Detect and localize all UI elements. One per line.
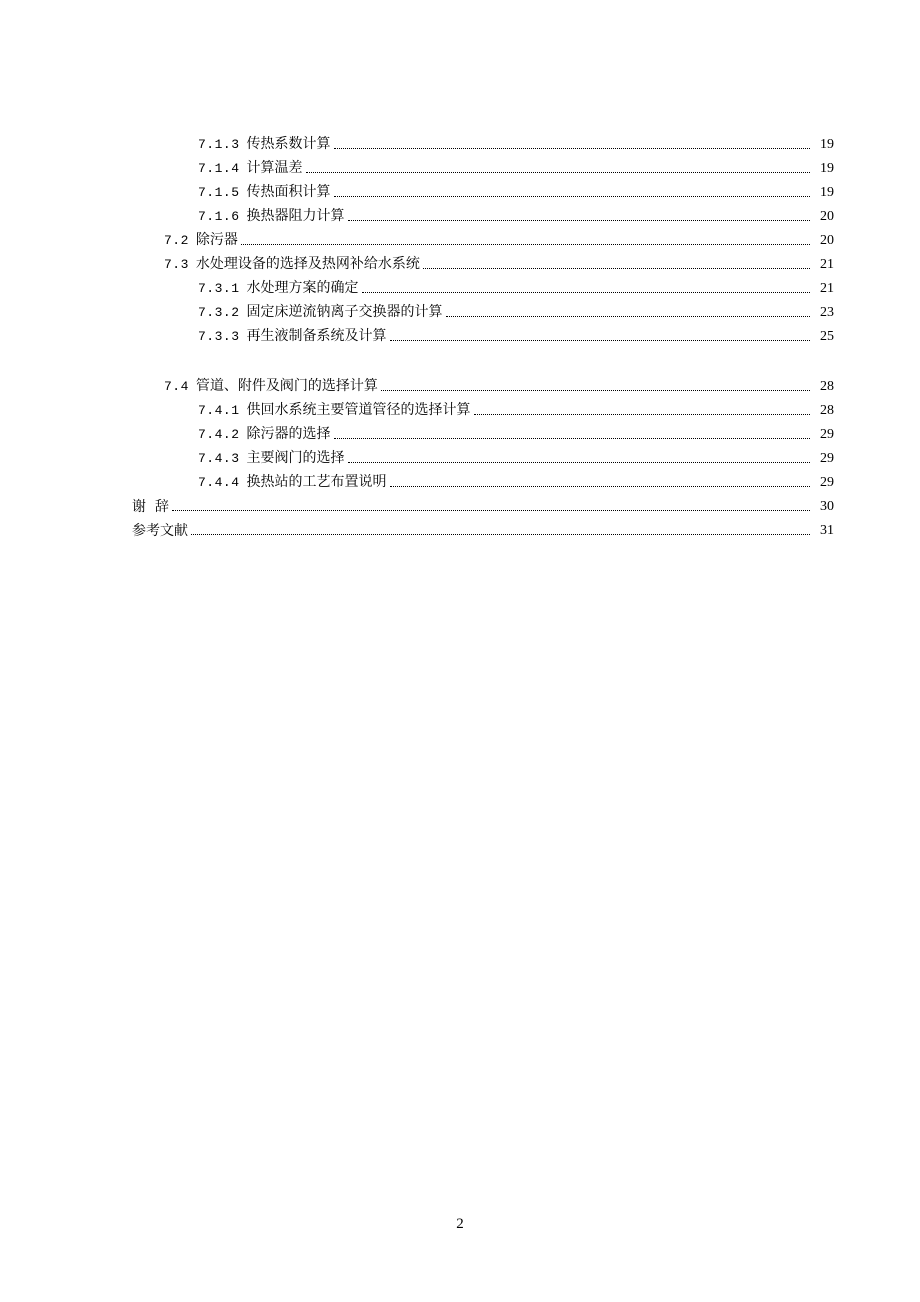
- toc-entry-title: 主要阀门的选择: [246, 450, 345, 466]
- dot-leader: [362, 292, 810, 293]
- toc-entry-7-3-3[interactable]: [198, 325, 834, 345]
- toc-entry-number: 7.1.4: [198, 161, 240, 176]
- toc-entry-number: 7.3.1: [198, 281, 240, 296]
- dot-leader: [381, 390, 810, 391]
- toc-entry-number: 7.2: [164, 233, 189, 248]
- toc-entry-number: 7.4.3: [198, 451, 240, 466]
- toc-entry-7-4-2[interactable]: [198, 423, 834, 443]
- dot-leader: [348, 462, 810, 463]
- toc-entry-7-3-2[interactable]: [198, 301, 834, 321]
- toc-entry-page: 25: [820, 329, 834, 344]
- toc-entry-7-2[interactable]: [164, 229, 834, 249]
- toc-entry-title: 水处理方案的确定: [246, 280, 359, 296]
- toc-entry-number: 7.1.6: [198, 209, 240, 224]
- toc-entry-title: 换热站的工艺布置说明: [246, 474, 387, 490]
- toc-entry-page: 28: [820, 379, 834, 394]
- page-number: 2: [456, 1216, 464, 1232]
- dot-leader: [172, 510, 810, 511]
- toc-entry-7-3[interactable]: [164, 253, 834, 273]
- toc-entry-page: 30: [820, 499, 834, 514]
- toc-entry-number: 7.3.3: [198, 329, 240, 344]
- dot-leader: [334, 196, 810, 197]
- toc-entry-title: 除污器的选择: [246, 426, 331, 442]
- toc-entry-title: 传热面积计算: [246, 184, 331, 200]
- toc-entry-page: 21: [820, 257, 834, 272]
- dot-leader: [423, 268, 810, 269]
- dot-leader: [241, 244, 810, 245]
- toc-entry-page: 31: [820, 523, 834, 538]
- dot-leader: [334, 148, 810, 149]
- dot-leader: [348, 220, 810, 221]
- toc-entry-number: 7.4: [164, 379, 189, 394]
- dot-leader: [306, 172, 810, 173]
- toc-entry-7-1-5[interactable]: [198, 181, 834, 201]
- toc-entry-number: 7.4.4: [198, 475, 240, 490]
- toc-entry-acknowledgements[interactable]: [132, 495, 834, 515]
- toc-entry-page: 23: [820, 305, 834, 320]
- toc-entry-page: 29: [820, 475, 834, 490]
- toc-entry-7-1-6[interactable]: [198, 205, 834, 225]
- toc-entry-7-1-3[interactable]: [198, 133, 834, 153]
- toc-entry-title: 管道、附件及阀门的选择计算: [195, 378, 378, 394]
- toc-entry-page: 19: [820, 161, 834, 176]
- toc-entry-page: 29: [820, 427, 834, 442]
- dot-leader: [334, 438, 810, 439]
- toc-entry-page: 20: [820, 233, 834, 248]
- toc-entry-title: 除污器: [195, 232, 238, 248]
- dot-leader: [191, 534, 810, 535]
- dot-leader: [446, 316, 810, 317]
- toc-entry-title: 计算温差: [246, 160, 303, 176]
- dot-leader: [390, 486, 810, 487]
- toc-entry-title: 传热系数计算: [246, 136, 331, 152]
- toc-entry-page: 20: [820, 209, 834, 224]
- toc-entry-title: 谢 辞: [132, 499, 169, 515]
- toc-entry-page: 19: [820, 137, 834, 152]
- toc-entry-number: 7.1.5: [198, 185, 240, 200]
- toc-entry-7-1-4[interactable]: [198, 157, 834, 177]
- toc-entry-page: 29: [820, 451, 834, 466]
- toc-entry-title: 水处理设备的选择及热网补给水系统: [195, 256, 420, 272]
- toc-entry-title: 供回水系统主要管道管径的选择计算: [246, 402, 471, 418]
- dot-leader: [390, 340, 810, 341]
- toc-entry-7-4-1[interactable]: [198, 399, 834, 419]
- toc-entry-title: 固定床逆流钠离子交换器的计算: [246, 304, 443, 320]
- toc-entry-number: 7.4.1: [198, 403, 240, 418]
- toc-entry-number: 7.3.2: [198, 305, 240, 320]
- toc-entry-page: 28: [820, 403, 834, 418]
- toc-entry-references[interactable]: [132, 519, 834, 539]
- toc-entry-page: 21: [820, 281, 834, 296]
- toc-entry-page: 19: [820, 185, 834, 200]
- toc-entry-number: 7.3: [164, 257, 189, 272]
- toc-entry-7-4-3[interactable]: [198, 447, 834, 467]
- toc-entry-title: 换热器阻力计算: [246, 208, 345, 224]
- toc-entry-number: 7.4.2: [198, 427, 240, 442]
- toc-entry-title: 参考文献: [132, 523, 188, 539]
- dot-leader: [474, 414, 810, 415]
- toc-entry-7-3-1[interactable]: [198, 277, 834, 297]
- toc-entry-title: 再生液制备系统及计算: [246, 328, 387, 344]
- toc-entry-number: 7.1.3: [198, 137, 240, 152]
- toc-entry-7-4-4[interactable]: [198, 471, 834, 491]
- toc-entry-7-4[interactable]: [164, 375, 834, 395]
